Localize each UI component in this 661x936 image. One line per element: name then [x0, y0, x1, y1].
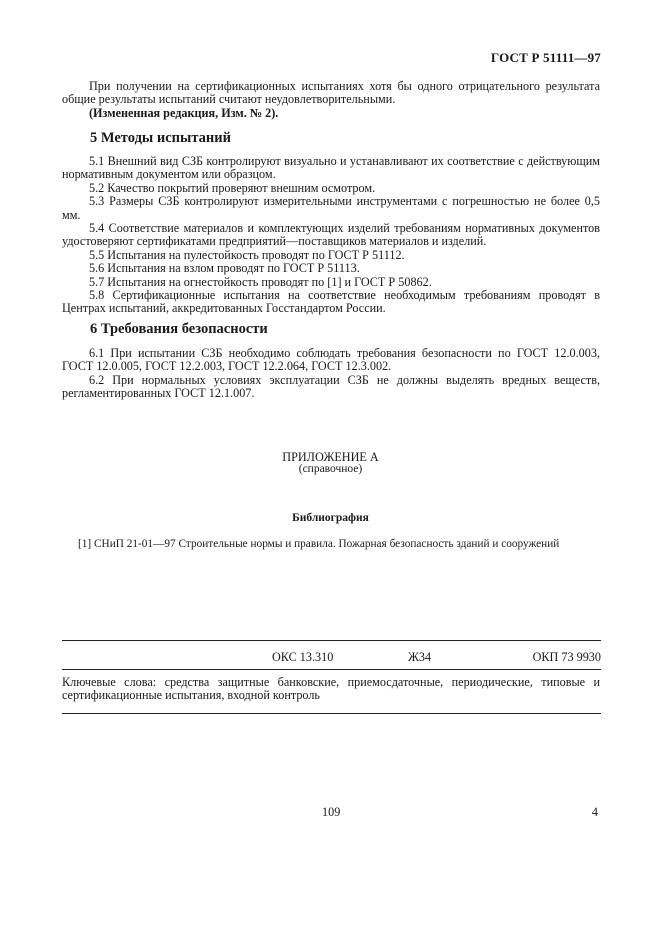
- okp-code: ОКП 73 9930: [532, 650, 601, 664]
- clause-5-2: 5.2 Качество покрытий проверяют внешним осмотром.: [89, 180, 376, 195]
- keywords-block: [62, 676, 600, 703]
- group-code: Ж34: [408, 650, 432, 664]
- appendix-subtitle: (справочное): [298, 463, 363, 475]
- bibliography-title: Библиография: [292, 512, 369, 524]
- section-6-title: 6 Требования безопасности: [90, 321, 268, 337]
- clause-5-4: 5.4 Соответствие материалов и комплектующих изделий требованиям нормативных документов удостоверяют сертификатами предприятий—поставщиков материалов и изделий.: [62, 221, 600, 249]
- middle-rule: [62, 669, 601, 670]
- page-number: 109: [322, 805, 341, 819]
- clause-5-7: 5.7 Испытания на огнестойкость проводят по [1] и ГОСТ Р 50862.: [89, 274, 432, 289]
- sheet-number: 4: [591, 805, 598, 819]
- bottom-rule: [62, 713, 601, 714]
- section-6-body: [62, 347, 600, 401]
- bibliography-reference: [1] СНиП 21-01—97 Строительные нормы и правила. Пожарная безопасность зданий и сооружений: [78, 538, 560, 550]
- top-rule: [62, 640, 601, 641]
- intro-paragraph: При получении на сертификационных испытаниях хотя бы одного отрицательного результата общие результаты испытаний считают неудовлетворительными.: [62, 79, 600, 107]
- intro-block: [62, 80, 600, 120]
- revision-note: (Измененная редакция, Изм. № 2).: [89, 105, 279, 120]
- oks-code: ОКС 13.310: [272, 650, 334, 664]
- clause-6-1: 6.1 При испытании СЗБ необходимо соблюдать требования безопасности по ГОСТ 12.0.003, ГОСТ 12.0.005, ГОСТ 12.2.003, ГОСТ 12.2.064, ГОСТ 12.3.002.: [62, 346, 600, 374]
- keywords-text: Ключевые слова: средства защитные банковские, приемосдаточные, периодические, типовые и сертификационные испытания, входной контроль: [62, 675, 600, 703]
- clause-5-1: 5.1 Внешний вид СЗБ контролируют визуально и устанавливают их соответствие с действующим нормативным документом или образцом.: [62, 154, 600, 182]
- clause-5-6: 5.6 Испытания на взлом проводят по ГОСТ Р 51113.: [89, 261, 360, 276]
- clause-5-5: 5.5 Испытания на пулестойкость проводят по ГОСТ Р 51112.: [89, 247, 405, 262]
- clause-5-8: 5.8 Сертификационные испытания на соответствие необходимым требованиям проводят в Центрах испытаний, аккредитованных Госстандартом России.: [62, 288, 600, 316]
- clause-5-3: 5.3 Размеры СЗБ контролируют измерительными инструментами с погрешностью не более 0,5 мм.: [62, 194, 600, 222]
- clause-6-2: 6.2 При нормальных условиях эксплуатации СЗБ не должны выделять вредных веществ, регламентированных ГОСТ 12.1.007.: [62, 372, 600, 401]
- section-5-title: 5 Методы испытаний: [90, 130, 231, 146]
- appendix-title: ПРИЛОЖЕНИЕ А: [282, 450, 379, 464]
- section-5-body: [62, 155, 600, 316]
- standard-header: ГОСТ Р 51111—97: [490, 50, 601, 65]
